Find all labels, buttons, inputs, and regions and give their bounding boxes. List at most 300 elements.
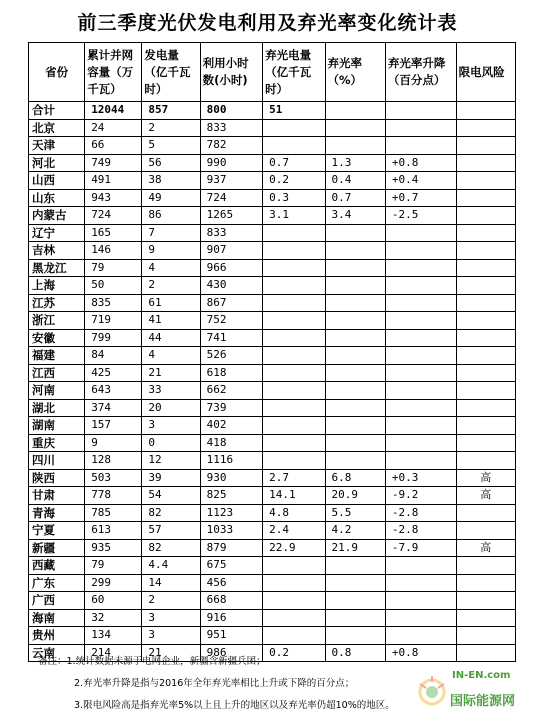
cell-capacity: 749 [85,154,142,172]
cell-province: 内蒙古 [29,207,85,225]
col-header-risk: 限电风险 [456,43,515,102]
cell-curtailed-energy: 3.1 [263,207,325,225]
cell-rate-change [385,364,456,382]
cell-hours: 782 [200,137,262,155]
cell-capacity: 66 [85,137,142,155]
cell-curtailed-energy: 0.7 [263,154,325,172]
cell-curtailment-rate [325,119,385,137]
cell-capacity: 491 [85,172,142,190]
cell-curtailment-rate [325,399,385,417]
cell-rate-change [385,557,456,575]
cell-capacity: 84 [85,347,142,365]
cell-hours: 618 [200,364,262,382]
cell-generation: 3 [142,627,200,645]
cell-generation: 14 [142,574,200,592]
cell-generation: 5 [142,137,200,155]
cell-rate-change: +0.7 [385,189,456,207]
cell-risk [456,399,515,417]
cell-generation: 2 [142,592,200,610]
cell-curtailment-rate: 6.8 [325,469,385,487]
cell-generation: 61 [142,294,200,312]
cell-risk [456,627,515,645]
cell-curtailment-rate: 20.9 [325,487,385,505]
cell-curtailed-energy [263,137,325,155]
cell-risk [456,329,515,347]
stats-table [28,42,516,662]
cell-generation: 49 [142,189,200,207]
cell-curtailment-rate [325,329,385,347]
col-header-province: 省份 [29,43,85,102]
cell-curtailment-rate [325,574,385,592]
cell-curtailed-energy: 0.2 [263,172,325,190]
cell-generation: 20 [142,399,200,417]
note-line-3: 3.限电风险高是指弃光率5%以上且上升的地区以及弃光率仍超10%的地区。 [74,700,395,711]
cell-risk [456,557,515,575]
cell-risk [456,574,515,592]
cell-province: 河北 [29,154,85,172]
col-header-generation: 发电量（亿千瓦时） [142,43,200,102]
cell-rate-change: +0.3 [385,469,456,487]
cell-risk [456,382,515,400]
cell-province: 湖北 [29,399,85,417]
cell-capacity: 799 [85,329,142,347]
cell-rate-change [385,347,456,365]
cell-capacity: 60 [85,592,142,610]
cell-risk [456,224,515,242]
cell-rate-change [385,417,456,435]
cell-curtailed-energy [263,609,325,627]
cell-province: 重庆 [29,434,85,452]
cell-hours: 879 [200,539,262,557]
cell-capacity: 50 [85,277,142,295]
cell-rate-change [385,399,456,417]
cell-province: 西藏 [29,557,85,575]
cell-capacity: 778 [85,487,142,505]
cell-capacity: 146 [85,242,142,260]
cell-curtailed-energy [263,224,325,242]
cell-generation: 56 [142,154,200,172]
cell-curtailment-rate [325,102,385,120]
cell-risk [456,522,515,540]
table-row [29,417,516,435]
cell-hours: 951 [200,627,262,645]
cell-hours: 937 [200,172,262,190]
cell-capacity: 79 [85,259,142,277]
cell-curtailed-energy [263,557,325,575]
cell-rate-change [385,434,456,452]
cell-risk [456,294,515,312]
table-row [29,452,516,470]
table-row [29,312,516,330]
cell-capacity: 299 [85,574,142,592]
cell-generation: 4.4 [142,557,200,575]
cell-hours: 966 [200,259,262,277]
table-row [29,242,516,260]
cell-hours: 916 [200,609,262,627]
cell-hours: 833 [200,119,262,137]
table-row [29,224,516,242]
cell-rate-change [385,329,456,347]
table-row [29,329,516,347]
cell-rate-change [385,137,456,155]
cell-province: 青海 [29,504,85,522]
cell-hours: 990 [200,154,262,172]
cell-province: 甘肃 [29,487,85,505]
cell-hours: 675 [200,557,262,575]
cell-generation: 82 [142,504,200,522]
cell-rate-change [385,277,456,295]
cell-curtailed-energy: 51 [263,102,325,120]
cell-risk [456,434,515,452]
cell-province: 广东 [29,574,85,592]
cell-risk [456,452,515,470]
cell-curtailed-energy [263,294,325,312]
table-body [29,102,516,662]
cell-curtailment-rate [325,609,385,627]
cell-capacity: 157 [85,417,142,435]
cell-province: 黑龙江 [29,259,85,277]
table-row [29,469,516,487]
table-row [29,522,516,540]
cell-capacity: 128 [85,452,142,470]
cell-curtailment-rate: 4.2 [325,522,385,540]
cell-curtailment-rate [325,557,385,575]
cell-generation: 82 [142,539,200,557]
cell-curtailment-rate [325,259,385,277]
cell-generation: 57 [142,522,200,540]
cell-rate-change [385,294,456,312]
cell-hours: 1265 [200,207,262,225]
cell-province: 新疆 [29,539,85,557]
cell-capacity: 724 [85,207,142,225]
cell-hours: 456 [200,574,262,592]
cell-curtailment-rate [325,364,385,382]
cell-province: 广西 [29,592,85,610]
cell-rate-change [385,574,456,592]
cell-generation: 41 [142,312,200,330]
cell-risk [456,259,515,277]
cell-risk [456,189,515,207]
cell-hours: 430 [200,277,262,295]
cell-risk [456,312,515,330]
cell-province: 浙江 [29,312,85,330]
cell-province: 宁夏 [29,522,85,540]
cell-hours: 930 [200,469,262,487]
cell-curtailment-rate [325,277,385,295]
cell-rate-change: +0.8 [385,644,456,662]
cell-curtailed-energy [263,417,325,435]
cell-risk [456,504,515,522]
cell-curtailed-energy [263,277,325,295]
cell-generation: 857 [142,102,200,120]
cell-risk [456,364,515,382]
cell-curtailed-energy [263,329,325,347]
cell-hours: 1116 [200,452,262,470]
cell-hours: 668 [200,592,262,610]
cell-risk [456,242,515,260]
table-row [29,154,516,172]
cell-curtailment-rate: 0.4 [325,172,385,190]
cell-rate-change [385,224,456,242]
cell-rate-change [385,609,456,627]
table-row [29,627,516,645]
cell-risk [456,102,515,120]
header-row [29,43,516,102]
cell-rate-change [385,312,456,330]
cell-hours: 1123 [200,504,262,522]
cell-risk [456,417,515,435]
cell-capacity: 214 [85,644,142,662]
cell-curtailed-energy [263,452,325,470]
cell-curtailed-energy [263,434,325,452]
cell-hours: 739 [200,399,262,417]
cell-risk [456,154,515,172]
total-row [29,102,516,120]
cell-curtailed-energy [263,399,325,417]
cell-curtailment-rate: 1.3 [325,154,385,172]
cell-rate-change: -2.8 [385,504,456,522]
cell-capacity: 165 [85,224,142,242]
cell-risk [456,277,515,295]
cell-rate-change: +0.4 [385,172,456,190]
cell-capacity: 613 [85,522,142,540]
col-header-rate-change: 弃光率升降（百分点） [385,43,456,102]
cell-hours: 833 [200,224,262,242]
cell-generation: 12 [142,452,200,470]
cell-province: 山东 [29,189,85,207]
note-line-2: 2.弃光率升降是指与2016年全年弃光率相比上升或下降的百分点； [74,678,355,689]
cell-curtailment-rate: 0.8 [325,644,385,662]
cell-province: 四川 [29,452,85,470]
cell-capacity: 79 [85,557,142,575]
watermark-line-1: IN-EN.com [452,670,511,681]
cell-curtailed-energy: 2.4 [263,522,325,540]
table-row [29,294,516,312]
cell-hours: 741 [200,329,262,347]
cell-capacity: 32 [85,609,142,627]
cell-hours: 724 [200,189,262,207]
cell-hours: 1033 [200,522,262,540]
cell-risk [456,347,515,365]
cell-rate-change [385,592,456,610]
cell-province: 江苏 [29,294,85,312]
cell-rate-change: -9.2 [385,487,456,505]
cell-curtailment-rate [325,347,385,365]
cell-curtailment-rate [325,224,385,242]
cell-hours: 800 [200,102,262,120]
cell-risk [456,592,515,610]
cell-risk [456,137,515,155]
cell-curtailed-energy: 14.1 [263,487,325,505]
table-row [29,172,516,190]
cell-curtailment-rate: 0.7 [325,189,385,207]
cell-province: 福建 [29,347,85,365]
cell-rate-change [385,627,456,645]
cell-generation: 3 [142,417,200,435]
watermark-line-2: 国际能源网 [450,694,516,709]
note-line-1: 备注：1.统计数据未源于电网企业，新疆含新疆兵团； [38,656,266,667]
cell-generation: 21 [142,644,200,662]
table-row [29,382,516,400]
table-row [29,119,516,137]
cell-curtailment-rate: 21.9 [325,539,385,557]
cell-generation: 7 [142,224,200,242]
cell-curtailment-rate [325,592,385,610]
cell-generation: 3 [142,609,200,627]
cell-hours: 752 [200,312,262,330]
cell-curtailed-energy: 0.2 [263,644,325,662]
cell-capacity: 12044 [85,102,142,120]
cell-rate-change [385,102,456,120]
cell-hours: 907 [200,242,262,260]
table-row [29,277,516,295]
col-header-hours: 利用小时数(小时) [200,43,262,102]
table-row [29,347,516,365]
cell-province: 山西 [29,172,85,190]
cell-generation: 2 [142,277,200,295]
cell-curtailed-energy [263,382,325,400]
cell-curtailment-rate [325,312,385,330]
cell-generation: 4 [142,259,200,277]
cell-curtailment-rate [325,382,385,400]
cell-rate-change [385,242,456,260]
cell-curtailed-energy [263,119,325,137]
cell-generation: 4 [142,347,200,365]
cell-generation: 44 [142,329,200,347]
cell-generation: 33 [142,382,200,400]
cell-rate-change: +0.8 [385,154,456,172]
cell-generation: 9 [142,242,200,260]
table-title: 前三季度光伏发电利用及弃光率变化统计表 [77,12,458,34]
cell-province: 天津 [29,137,85,155]
cell-rate-change: -2.8 [385,522,456,540]
col-header-capacity: 累计并网容量（万千瓦） [85,43,142,102]
cell-province: 海南 [29,609,85,627]
cell-curtailment-rate [325,137,385,155]
cell-capacity: 643 [85,382,142,400]
cell-generation: 39 [142,469,200,487]
table-row [29,504,516,522]
cell-capacity: 374 [85,399,142,417]
cell-capacity: 9 [85,434,142,452]
cell-province: 吉林 [29,242,85,260]
cell-risk [456,207,515,225]
cell-hours: 867 [200,294,262,312]
cell-curtailment-rate [325,417,385,435]
cell-risk: 高 [456,469,515,487]
cell-generation: 54 [142,487,200,505]
cell-risk [456,119,515,137]
cell-risk [456,172,515,190]
cell-generation: 86 [142,207,200,225]
table-row [29,207,516,225]
cell-province: 云南 [29,644,85,662]
cell-province: 合计 [29,102,85,120]
cell-capacity: 134 [85,627,142,645]
cell-province: 北京 [29,119,85,137]
table-row [29,189,516,207]
table-row [29,609,516,627]
cell-curtailment-rate [325,452,385,470]
cell-province: 河南 [29,382,85,400]
cell-generation: 0 [142,434,200,452]
cell-curtailed-energy: 4.8 [263,504,325,522]
cell-curtailed-energy: 22.9 [263,539,325,557]
cell-generation: 2 [142,119,200,137]
cell-curtailed-energy [263,347,325,365]
cell-capacity: 785 [85,504,142,522]
table-row [29,434,516,452]
cell-capacity: 943 [85,189,142,207]
cell-rate-change [385,119,456,137]
cell-hours: 526 [200,347,262,365]
cell-province: 安徽 [29,329,85,347]
cell-risk: 高 [456,539,515,557]
cell-capacity: 719 [85,312,142,330]
cell-rate-change [385,382,456,400]
cell-hours: 825 [200,487,262,505]
table-row [29,137,516,155]
table-row [29,364,516,382]
cell-curtailed-energy: 0.3 [263,189,325,207]
cell-curtailment-rate: 3.4 [325,207,385,225]
table-row [29,487,516,505]
table-row [29,259,516,277]
cell-capacity: 425 [85,364,142,382]
cell-province: 湖南 [29,417,85,435]
cell-rate-change [385,259,456,277]
cell-province: 江西 [29,364,85,382]
cell-curtailment-rate [325,627,385,645]
cell-curtailed-energy [263,574,325,592]
cell-risk: 高 [456,487,515,505]
cell-hours: 402 [200,417,262,435]
cell-capacity: 835 [85,294,142,312]
table-row [29,574,516,592]
cell-capacity: 503 [85,469,142,487]
cell-hours: 418 [200,434,262,452]
cell-province: 贵州 [29,627,85,645]
cell-curtailed-energy [263,242,325,260]
cell-hours: 662 [200,382,262,400]
cell-rate-change: -7.9 [385,539,456,557]
cell-province: 陕西 [29,469,85,487]
cell-province: 上海 [29,277,85,295]
cell-curtailed-energy [263,312,325,330]
cell-hours: 986 [200,644,262,662]
cell-curtailment-rate [325,434,385,452]
col-header-curtailed-energy: 弃光电量（亿千瓦时） [263,43,325,102]
cell-province: 辽宁 [29,224,85,242]
table-row [29,539,516,557]
table-row [29,557,516,575]
cell-generation: 21 [142,364,200,382]
table-row [29,592,516,610]
cell-curtailed-energy: 2.7 [263,469,325,487]
cell-curtailed-energy [263,627,325,645]
cell-curtailed-energy [263,259,325,277]
cell-rate-change [385,452,456,470]
cell-curtailment-rate [325,294,385,312]
cell-capacity: 935 [85,539,142,557]
cell-capacity: 24 [85,119,142,137]
cell-curtailment-rate: 5.5 [325,504,385,522]
cell-rate-change: -2.5 [385,207,456,225]
cell-curtailed-energy [263,364,325,382]
col-header-curtailment-rate: 弃光率（%） [325,43,385,102]
cell-generation: 38 [142,172,200,190]
cell-risk [456,609,515,627]
